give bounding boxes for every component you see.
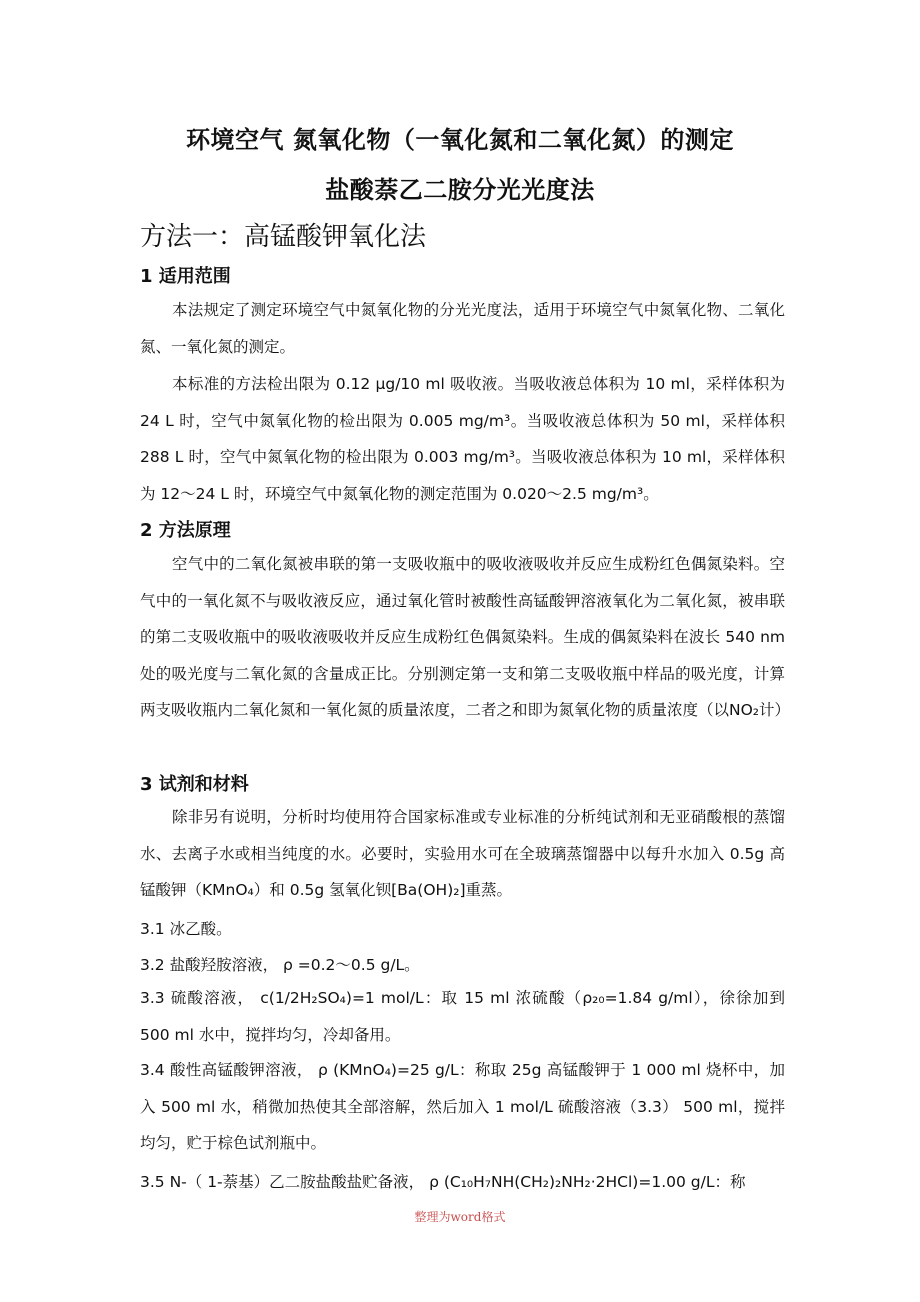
section-2-heading: 2 方法原理 <box>140 520 231 541</box>
item-3-4: 3.4 酸性高锰酸钾溶液， ρ (KMnO₄)=25 g/L：称取 25g 高锰酸钾于 1 000 ml 烧杯中，加入 500 ml 水，稍微加热使其全部溶解，然后加入 1 mol/L 硫酸溶液（3.3） 500 ml，搅拌均匀，贮于棕色试剂瓶中。 <box>140 1061 785 1152</box>
section-1-heading: 1 适用范围 <box>140 266 231 287</box>
section-2-paragraph-1: 空气中的二氧化氮被串联的第一支吸收瓶中的吸收液吸收并反应生成粉红色偶氮染料。空气中的一氧化氮不与吸收液反应，通过氧化管时被酸性高锰酸钾溶液氧化为二氧化氮，被串联的第二支吸收瓶中的吸收液吸收并反应生成粉红色偶氮染料。生成的偶氮染料在波长 540 nm 处的吸光度与二氧化氮的含量成正比。分别测定第一支和第二支吸收瓶中样品的吸光度，计算两支吸收瓶内二氧化氮和一氧化氮的质量浓度，二者之和即为氮氧化物的质量浓度（以NO₂计） <box>140 555 791 719</box>
section-1-paragraph-1: 本法规定了测定环境空气中氮氧化物的分光光度法，适用于环境空气中氮氧化物、二氧化氮、一氧化氮的测定。 <box>140 301 785 356</box>
document-subtitle: 盐酸萘乙二胺分光光度法 <box>325 176 595 204</box>
section-1-paragraph-2: 本标准的方法检出限为 0.12 μg/10 ml 吸收液。当吸收液总体积为 10 ml，采样体积为 24 L 时，空气中氮氧化物的检出限为 0.005 mg/m³。当吸收液总体积为 50 ml，采样体积 288 L 时，空气中氮氧化物的检出限为 0.003 mg/m³。当吸收液总体积为 10 ml，采样体积为 12～24 L 时，环境空气中氮氧化物的测定范围为 0.020～2.5 mg/m³。 <box>140 375 785 503</box>
section-3-heading: 3 试剂和材料 <box>140 774 249 795</box>
section-3-paragraph-1: 除非另有说明，分析时均使用符合国家标准或专业标准的分析纯试剂和无亚硝酸根的蒸馏水、去离子水或相当纯度的水。必要时，实验用水可在全玻璃蒸馏器中以每升水加入 0.5g 高锰酸钾（KMnO₄）和 0.5g 氢氧化钡[Ba(OH)₂]重蒸。 <box>140 808 785 899</box>
method-heading: 方法一：高锰酸钾氧化法 <box>140 222 427 252</box>
item-3-5: 3.5 N-（ 1-萘基）乙二胺盐酸盐贮备液， ρ (C₁₀H₇NH(CH₂)₂NH₂·2HCl)=1.00 g/L：称 <box>140 1173 746 1191</box>
item-3-3: 3.3 硫酸溶液， c(1/2H₂SO₄)=1 mol/L：取 15 ml 浓硫酸（ρ₂₀=1.84 g/ml），徐徐加到 500 ml 水中，搅拌均匀，冷却备用。 <box>140 989 785 1044</box>
footer-watermark: 整理为word格式 <box>414 1210 506 1224</box>
document-title: 环境空气 氮氧化物（一氧化氮和二氧化氮）的测定 <box>186 126 734 154</box>
item-3-1: 3.1 冰乙酸。 <box>140 920 232 938</box>
item-3-2: 3.2 盐酸羟胺溶液， ρ =0.2～0.5 g/L。 <box>140 956 420 974</box>
